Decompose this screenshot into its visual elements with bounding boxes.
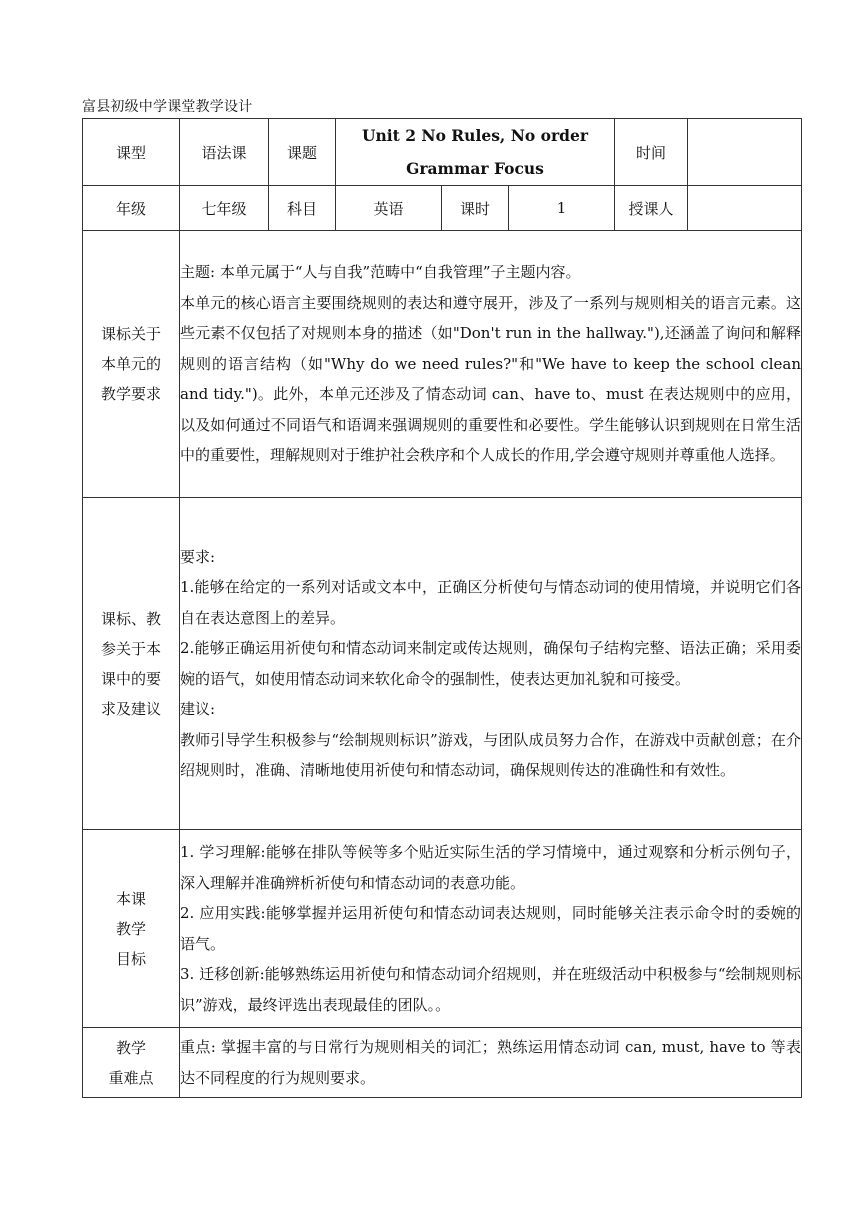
grade-label: 年级 [83, 186, 180, 231]
content-paragraph: 教师引导学生积极参与“绘制规则标识”游戏，与团队成员努力合作，在游戏中贡献创意；在介绍规则时，准确、清晰地使用祈使句和情态动词，确保规则传达的准确性和有效性。 [180, 730, 801, 779]
content-paragraph: 1.能够在给定的一系列对话或文本中，正确区分析使句与情态动词的使用情境，并说明它们各自在表达意图上的差异。 [180, 578, 801, 627]
subject-label: 科目 [269, 186, 336, 231]
content-paragraph: 2. 应用实践:能够掌握并运用祈使句和情态动词表达规则，同时能够关注表示命令时的委婉的语气。 [180, 904, 801, 953]
teacher-label: 授课人 [615, 186, 688, 231]
row-course-info [83, 186, 802, 231]
label-line: 求及建议 [100, 699, 161, 718]
lesson-type-value: 语法课 [180, 119, 269, 186]
label-line: 目标 [115, 949, 146, 968]
subject-value: 英语 [336, 186, 442, 231]
row-key-difficult-points [83, 1028, 802, 1098]
label-line: 本单元的 [100, 355, 161, 373]
content-paragraph: 1. 学习理解:能够在排队等候等多个贴近实际生活的学习情境中，通过观察和分析示例句子，深入理解并准确辨析祈使句和情态动词的表意功能。 [180, 843, 801, 892]
document-header: 富县初级中学课堂教学设计 [82, 99, 253, 115]
row-lesson-info [83, 119, 802, 186]
key-difficult-points-label [83, 1028, 180, 1098]
requirements-suggestions-label [83, 498, 180, 830]
row-requirements-suggestions [83, 498, 802, 830]
teacher-value [688, 186, 802, 231]
lesson-type-label: 课型 [83, 119, 180, 186]
label-line: 重难点 [108, 1068, 154, 1087]
label-line: 参关于本 [100, 639, 161, 658]
topic-label: 课题 [269, 119, 336, 186]
label-line: 教学 [115, 919, 146, 938]
content-paragraph: 3. 迁移创新:能够熟练运用祈使句和情态动词介绍规则，并在班级活动中积极参与“绘制规则标识”游戏，最终评选出表现最佳的团队。。 [180, 965, 801, 1014]
lesson-plan-table [82, 118, 802, 1098]
lesson-title-line2: Grammar Focus [406, 159, 544, 178]
content-paragraph: 本单元的核心语言主要围绕规则的表达和遵守展开，涉及了一系列与规则相关的语言元素。这些元素不仅包括了对规则本身的描述（如"Don't run in the hallway."),还涵盖了询问和解释规则的语言结构（如"Why do we need rules?"和"We have to keep the school clean and tidy.")。此外，本单元还涉及了情态动词 can、have to、must 在表达规则中的应用，以及如何通过不同语气和语调来强调规则的重要性和必要性。学生能够认识到规则在日常生活中的重要性，理解规则对于维护社会秩序和个人成长的作用,学会遵守规则并尊重他人选择。 [180, 293, 801, 465]
content-paragraph: 建议: [180, 700, 216, 718]
time-label: 时间 [615, 119, 688, 186]
lesson-title-cell [336, 119, 615, 186]
content-paragraph: 要求: [180, 547, 216, 566]
teaching-objectives-label [83, 830, 180, 1028]
period-value: 1 [509, 186, 615, 231]
curriculum-requirements-content [180, 231, 802, 498]
label-line: 课标关于 [100, 325, 161, 343]
key-difficult-points-content [180, 1028, 802, 1098]
label-line: 教学要求 [100, 385, 161, 403]
content-paragraph: 主题: 本单元属于“人与自我”范畴中“自我管理”子主题内容。 [180, 263, 581, 282]
grade-value: 七年级 [180, 186, 269, 231]
label-line: 本课 [115, 889, 146, 908]
teaching-objectives-content [180, 830, 802, 1028]
label-line: 教学 [115, 1038, 146, 1057]
label-line: 课标、教 [100, 609, 161, 628]
label-line: 课中的要 [100, 669, 161, 688]
content-paragraph: 重点: 掌握丰富的与日常行为规则相关的词汇；熟练运用情态动词 can, must, have to 等表达不同程度的行为规则要求。 [180, 1038, 801, 1087]
period-label: 课时 [442, 186, 509, 231]
time-value [688, 119, 802, 186]
row-teaching-objectives [83, 830, 802, 1028]
curriculum-requirements-label [83, 231, 180, 498]
content-paragraph: 2.能够正确运用祈使句和情态动词来制定或传达规则，确保句子结构完整、语法正确；采用委婉的语气，如使用情态动词来软化命令的强制性，使表达更加礼貌和可接受。 [180, 639, 801, 688]
row-curriculum-requirements [83, 231, 802, 498]
requirements-suggestions-content [180, 498, 802, 830]
lesson-title-line1: Unit 2 No Rules, No order [361, 126, 588, 145]
